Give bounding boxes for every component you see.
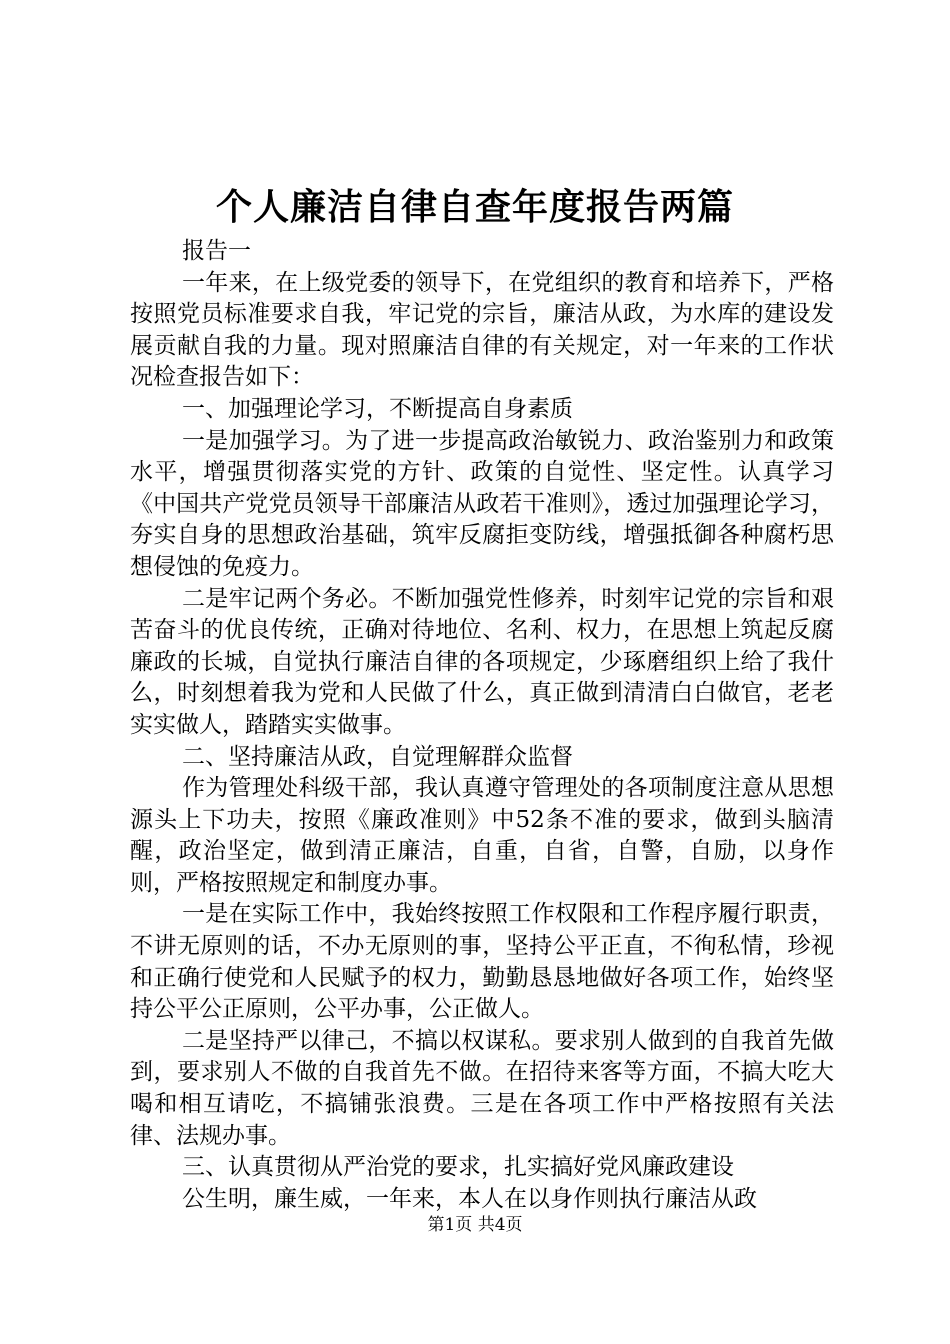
body-paragraph: 二是牢记两个务必。不断加强党性修养，时刻牢记党的宗旨和艰苦奋斗的优良传统，正确对待地位、名利、权力，在思想上筑起反腐廉政的长城，自觉执行廉洁自律的各项规定，少琢磨组织上给了我什么，时刻想着我为党和人民做了什么，真正做到清清白白做官，老老实实做人，踏踏实实做事。	[130, 585, 834, 738]
page-number-footer: 第1页 共4页	[427, 1215, 523, 1235]
body-paragraph: 公生明，廉生威，一年来，本人在以身作则执行廉洁从政	[182, 1185, 757, 1212]
intro-paragraph: 一年来，在上级党委的领导下，在党组织的教育和培养下，严格按照党员标准要求自我，牢记党的宗旨，廉洁从政，为水库的建设发展贡献自我的力量。现对照廉洁自律的有关规定，对一年来的工作状况检查报告如下：	[130, 269, 834, 391]
document-title: 个人廉洁自律自查年度报告两篇	[215, 187, 734, 228]
section-heading-2: 二、坚持廉洁从政，自觉理解群众监督	[182, 743, 573, 770]
section-heading-1: 一、加强理论学习，不断提高自身素质	[182, 395, 573, 422]
body-paragraph: 作为管理处科级干部，我认真遵守管理处的各项制度注意从思想源头上下功夫，按照《廉政准则》中52条不准的要求，做到头脑清醒，政治坚定，做到清正廉洁，自重，自省，自警，自励，以身作则，严格按照规定和制度办事。	[130, 775, 834, 896]
report-label: 报告一	[182, 238, 251, 264]
document-body	[130, 236, 834, 1215]
body-paragraph: 二是坚持严以律己，不搞以权谋私。要求别人做到的自我首先做到，要求别人不做的自我首先不做。在招待来客等方面，不搞大吃大喝和相互请吃，不搞铺张浪费。三是在各项工作中严格按照有关法律、法规办事。	[130, 1027, 834, 1149]
body-paragraph: 一是加强学习。为了进一步提高政治敏锐力、政治鉴别力和政策水平，增强贯彻落实党的方针、政策的自觉性、坚定性。认真学习《中国共产党党员领导干部廉洁从政若干准则》，透过加强理论学习，夯实自身的思想政治基础，筑牢反腐拒变防线，增强抵御各种腐朽思想侵蚀的免疫力。	[130, 427, 834, 580]
section-heading-3: 三、认真贯彻从严治党的要求，扎实搞好党风廉政建设	[182, 1154, 734, 1181]
body-paragraph: 一是在实际工作中，我始终按照工作权限和工作程序履行职责，不讲无原则的话，不办无原则的事，坚持公平正直，不徇私情，珍视和正确行使党和人民赋予的权力，勤勤恳恳地做好各项工作，始终坚持公平公正原则，公平办事，公正做人。	[130, 901, 834, 1023]
